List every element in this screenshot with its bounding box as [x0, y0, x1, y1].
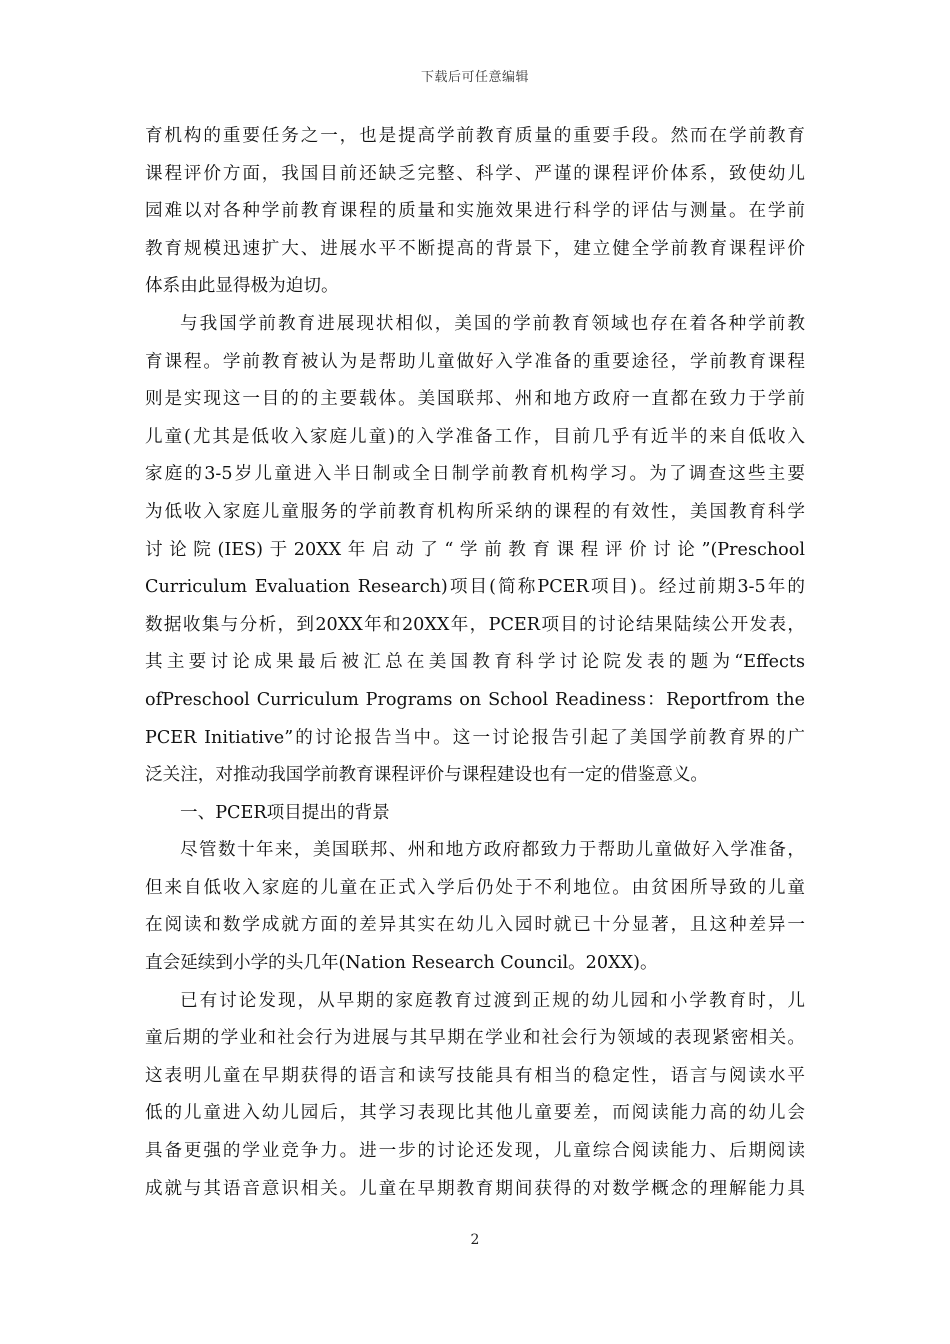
text-line: 成就与其语音意识相关。儿童在早期教育期间获得的对数学概念的理解能力具 — [145, 1178, 805, 1199]
text-line: 体系由此显得极为迫切。 — [145, 276, 339, 297]
text-line: 数据收集与分析，到20XX年和20XX年，PCER项目的讨论结果陆续公开发表， — [145, 614, 805, 635]
text-line: 泛关注，对推动我国学前教育课程评价与课程建设也有一定的借鉴意义。 — [145, 765, 709, 786]
text-line: 童后期的学业和社会行为进展与其早期在学业和社会行为领域的表现紧密相关。 — [145, 1028, 805, 1049]
text-line: 课程评价方面，我国目前还缺乏完整、科学、严谨的课程评价体系，致使幼儿 — [145, 163, 805, 184]
text-line: 育课程。学前教育被认为是帮助儿童做好入学准备的重要途径，学前教育课程 — [145, 351, 805, 372]
text-line: 为低收入家庭儿童服务的学前教育机构所采纳的课程的有效性，美国教育科学 — [145, 501, 805, 522]
text-line: 与我国学前教育进展现状相似，美国的学前教育领域也存在着各种学前教 — [180, 313, 805, 334]
text-line: PCER Initiative”的讨论报告当中。这一讨论报告引起了美国学前教育界的广 — [145, 727, 805, 748]
text-line: 这表明儿童在早期获得的语言和读写技能具有相当的稳定性，语言与阅读水平 — [145, 1065, 805, 1086]
text-line: 园难以对各种学前教育课程的质量和实施效果进行科学的评估与测量。在学前 — [145, 201, 805, 222]
text-line: 其主要讨论成果最后被汇总在美国教育科学讨论院发表的题为“Effects — [145, 652, 805, 673]
paragraph — [145, 306, 805, 795]
paragraph — [145, 983, 805, 1209]
section-heading — [145, 795, 805, 833]
text-line: 具备更强的学业竞争力。进一步的讨论还发现，儿童综合阅读能力、后期阅读 — [145, 1141, 805, 1162]
text-line: 尽管数十年来，美国联邦、州和地方政府都致力于帮助儿童做好入学准备， — [180, 840, 805, 861]
text-line: 育机构的重要任务之一，也是提高学前教育质量的重要手段。然而在学前教育 — [145, 126, 805, 146]
document-body — [145, 118, 805, 1208]
text-line: 在阅读和数学成就方面的差异其实在幼儿入园时就已十分显著，且这种差异一 — [145, 915, 805, 936]
paragraph — [145, 832, 805, 982]
text-line: ofPreschool Curriculum Programs on School Readiness：Reportfrom the — [145, 689, 805, 710]
text-line: 家庭的3-5岁儿童进入半日制或全日制学前教育机构学习。为了调查这些主要 — [145, 464, 805, 485]
text-line: 已有讨论发现，从早期的家庭教育过渡到正规的幼儿园和小学教育时，儿 — [180, 990, 805, 1011]
text-line: 低的儿童进入幼儿园后，其学习表现比其他儿童要差，而阅读能力高的幼儿会 — [145, 1103, 805, 1124]
text-line: 则是实现这一目的的主要载体。美国联邦、州和地方政府一直都在致力于学前 — [145, 389, 805, 410]
text-line: 直会延续到小学的头几年(Nation Research Council。20XX)。 — [145, 953, 658, 974]
text-line: 儿童(尤其是低收入家庭儿童)的入学准备工作，目前几乎有近半的来自低收入 — [145, 426, 805, 447]
page-number: 2 — [470, 1232, 480, 1248]
text-line: Curriculum Evaluation Research)项目(简称PCER项目)。经过前期3-5年的 — [145, 577, 805, 598]
text-line: 教育规模迅速扩大、进展水平不断提高的背景下，建立健全学前教育课程评价 — [145, 238, 805, 259]
section-heading-text: 一、PCER项目提出的背景 — [180, 802, 390, 823]
text-line: 但来自低收入家庭的儿童在正式入学后仍处于不利地位。由贫困所导致的儿童 — [145, 877, 805, 898]
page-header: 下载后可任意编辑 — [420, 70, 529, 85]
paragraph — [145, 118, 805, 306]
text-line: 讨论院(IES)于20XX年启动了“学前教育课程评价讨论”(Preschool — [145, 539, 805, 560]
